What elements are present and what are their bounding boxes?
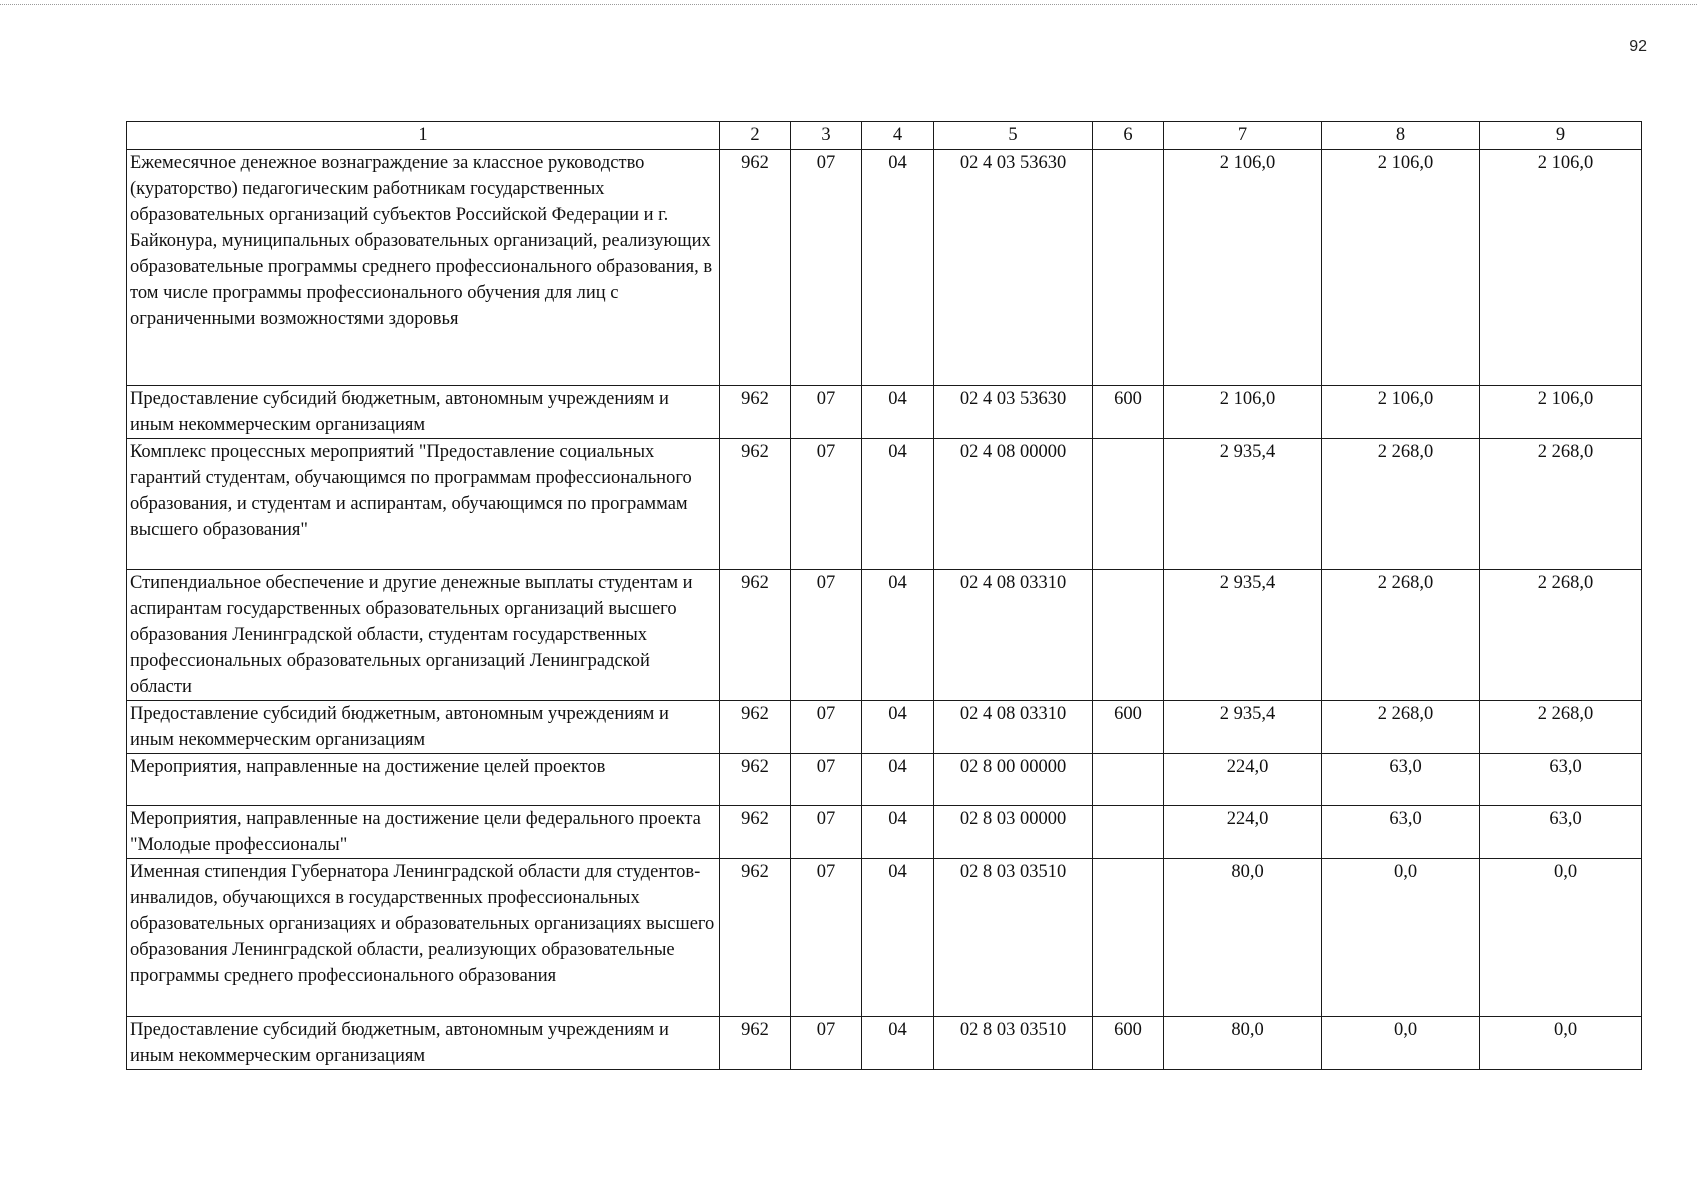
amount-value: 224,0 <box>1226 809 1269 829</box>
cell-col-4: 04 <box>862 859 934 1017</box>
cell-col-6 <box>1093 806 1164 859</box>
table-row <box>127 754 1642 806</box>
row-description: Стипендиальное обеспечение и другие денежные выплаты студентам и аспирантам государственных образовательных организаций высшего образования Ленинградской области, студентам государственных профессиональных образовательных организаций Ленинградской области <box>127 570 720 701</box>
cell-col-9 <box>1480 150 1642 386</box>
cell-col-7 <box>1164 1017 1322 1070</box>
cell-col-7 <box>1164 570 1322 701</box>
cell-col-2: 962 <box>720 570 791 701</box>
cell-col-2: 962 <box>720 806 791 859</box>
amount-value: 63,0 <box>1389 757 1422 777</box>
table-row <box>127 150 1642 386</box>
table-row <box>127 1017 1642 1070</box>
header-col-5: 5 <box>934 122 1093 150</box>
header-col-3: 3 <box>791 122 862 150</box>
cell-col-3: 07 <box>791 701 862 754</box>
amount-value: 2 935,4 <box>1219 573 1276 593</box>
cell-col-4: 04 <box>862 806 934 859</box>
amount-value: 2 106,0 <box>1219 389 1276 409</box>
cell-col-2: 962 <box>720 150 791 386</box>
amount-value: 2 935,4 <box>1219 442 1276 462</box>
row-description: Мероприятия, направленные на достижение цели федерального проекта "Молодые профессионалы" <box>127 806 720 859</box>
row-description: Предоставление субсидий бюджетным, автономным учреждениям и иным некоммерческим организациям <box>127 1017 720 1070</box>
row-description: Комплекс процессных мероприятий "Предоставление социальных гарантий студентам, обучающимся по программам профессионального образования, и студентам и аспирантам, обучающимся по программам высшего образования" <box>127 439 720 570</box>
cell-col-8 <box>1322 570 1480 701</box>
amount-value: 0,0 <box>1393 862 1418 882</box>
cell-col-9 <box>1480 1017 1642 1070</box>
amount-value: 2 106,0 <box>1537 389 1594 409</box>
cell-col-6 <box>1093 439 1164 570</box>
cell-col-4: 04 <box>862 754 934 806</box>
cell-col-7 <box>1164 386 1322 439</box>
cell-col-2: 962 <box>720 701 791 754</box>
amount-value: 63,0 <box>1549 757 1582 777</box>
budget-table <box>126 121 1642 1070</box>
cell-col-8 <box>1322 150 1480 386</box>
row-description: Именная стипендия Губернатора Ленинградской области для студентов-инвалидов, обучающихся в государственных профессиональных образовательных организациях и образовательных организациях высшего образования Ленинградской области, реализующих образовательные программы среднего профессионального образования <box>127 859 720 1017</box>
page-number: 92 <box>1629 38 1647 55</box>
amount-value: 2 106,0 <box>1377 153 1434 173</box>
table-row <box>127 701 1642 754</box>
cell-col-6 <box>1093 570 1164 701</box>
cell-col-6 <box>1093 754 1164 806</box>
cell-col-4: 04 <box>862 386 934 439</box>
amount-value: 2 106,0 <box>1537 153 1594 173</box>
cell-col-6 <box>1093 859 1164 1017</box>
cell-col-3: 07 <box>791 754 862 806</box>
cell-col-4: 04 <box>862 150 934 386</box>
cell-col-3: 07 <box>791 150 862 386</box>
table-row <box>127 570 1642 701</box>
cell-col-5: 02 4 08 00000 <box>934 439 1093 570</box>
amount-value: 2 935,4 <box>1219 704 1276 724</box>
cell-col-7 <box>1164 859 1322 1017</box>
cell-col-8 <box>1322 806 1480 859</box>
amount-value: 63,0 <box>1549 809 1582 829</box>
cell-col-7 <box>1164 754 1322 806</box>
amount-value: 80,0 <box>1231 862 1264 882</box>
header-col-7: 7 <box>1164 122 1322 150</box>
cell-col-2: 962 <box>720 754 791 806</box>
cell-col-7 <box>1164 806 1322 859</box>
cell-col-7 <box>1164 150 1322 386</box>
table-row <box>127 439 1642 570</box>
cell-col-4: 04 <box>862 570 934 701</box>
cell-col-5: 02 8 03 03510 <box>934 1017 1093 1070</box>
cell-col-2: 962 <box>720 1017 791 1070</box>
cell-col-3: 07 <box>791 570 862 701</box>
amount-value: 63,0 <box>1389 809 1422 829</box>
cell-col-6 <box>1093 150 1164 386</box>
row-description: Мероприятия, направленные на достижение целей проектов <box>127 754 720 806</box>
cell-col-5: 02 8 03 03510 <box>934 859 1093 1017</box>
cell-col-9 <box>1480 570 1642 701</box>
cell-col-3: 07 <box>791 439 862 570</box>
amount-value: 2 268,0 <box>1377 704 1434 724</box>
cell-col-9 <box>1480 701 1642 754</box>
cell-col-5: 02 4 08 03310 <box>934 570 1093 701</box>
table-header-row <box>127 122 1642 150</box>
table-row <box>127 806 1642 859</box>
cell-col-8 <box>1322 439 1480 570</box>
cell-col-8 <box>1322 386 1480 439</box>
cell-col-6: 600 <box>1093 701 1164 754</box>
amount-value: 224,0 <box>1226 757 1269 777</box>
cell-col-7 <box>1164 701 1322 754</box>
cell-col-3: 07 <box>791 806 862 859</box>
cell-col-2: 962 <box>720 439 791 570</box>
cell-col-8 <box>1322 1017 1480 1070</box>
amount-value: 2 268,0 <box>1377 573 1434 593</box>
amount-value: 0,0 <box>1553 862 1578 882</box>
cell-col-7 <box>1164 439 1322 570</box>
row-description: Предоставление субсидий бюджетным, автономным учреждениям и иным некоммерческим организациям <box>127 701 720 754</box>
cell-col-8 <box>1322 754 1480 806</box>
amount-value: 2 106,0 <box>1377 389 1434 409</box>
amount-value: 0,0 <box>1553 1020 1578 1040</box>
cell-col-2: 962 <box>720 386 791 439</box>
cell-col-9 <box>1480 439 1642 570</box>
header-col-2: 2 <box>720 122 791 150</box>
amount-value: 2 268,0 <box>1377 442 1434 462</box>
row-description: Предоставление субсидий бюджетным, автономным учреждениям и иным некоммерческим организациям <box>127 386 720 439</box>
cell-col-3: 07 <box>791 386 862 439</box>
cell-col-3: 07 <box>791 1017 862 1070</box>
scan-top-edge <box>0 4 1697 5</box>
table-row <box>127 859 1642 1017</box>
cell-col-5: 02 4 03 53630 <box>934 150 1093 386</box>
header-col-4: 4 <box>862 122 934 150</box>
cell-col-6: 600 <box>1093 386 1164 439</box>
cell-col-5: 02 8 03 00000 <box>934 806 1093 859</box>
cell-col-8 <box>1322 701 1480 754</box>
cell-col-4: 04 <box>862 439 934 570</box>
row-description: Ежемесячное денежное вознаграждение за классное руководство (кураторство) педагогическим работникам государственных образовательных организаций субъектов Российской Федерации и г. Байконура, муниципальных образовательных организаций, реализующих образовательные программы среднего профессионального образования, в том числе программы профессионального обучения для лиц с ограниченными возможностями здоровья <box>127 150 720 386</box>
cell-col-5: 02 4 08 03310 <box>934 701 1093 754</box>
header-col-6: 6 <box>1093 122 1164 150</box>
cell-col-9 <box>1480 806 1642 859</box>
header-col-8: 8 <box>1322 122 1480 150</box>
amount-value: 2 106,0 <box>1219 153 1276 173</box>
cell-col-5: 02 8 00 00000 <box>934 754 1093 806</box>
table-row <box>127 386 1642 439</box>
cell-col-4: 04 <box>862 1017 934 1070</box>
cell-col-5: 02 4 03 53630 <box>934 386 1093 439</box>
header-col-1: 1 <box>127 122 720 150</box>
cell-col-4: 04 <box>862 701 934 754</box>
amount-value: 0,0 <box>1393 1020 1418 1040</box>
cell-col-9 <box>1480 754 1642 806</box>
amount-value: 2 268,0 <box>1537 704 1594 724</box>
cell-col-3: 07 <box>791 859 862 1017</box>
amount-value: 80,0 <box>1231 1020 1264 1040</box>
amount-value: 2 268,0 <box>1537 573 1594 593</box>
amount-value: 2 268,0 <box>1537 442 1594 462</box>
cell-col-2: 962 <box>720 859 791 1017</box>
cell-col-8 <box>1322 859 1480 1017</box>
header-col-9: 9 <box>1480 122 1642 150</box>
cell-col-9 <box>1480 859 1642 1017</box>
cell-col-6: 600 <box>1093 1017 1164 1070</box>
cell-col-9 <box>1480 386 1642 439</box>
